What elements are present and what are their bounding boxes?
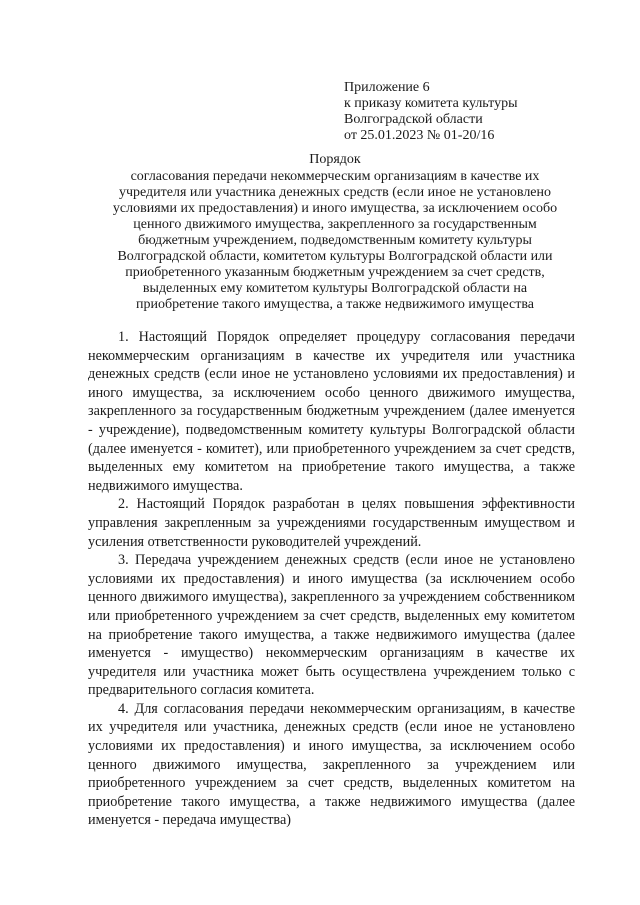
paragraph-1: 1. Настоящий Порядок определяет процедуру согласования передачи некоммерческим организациям в качестве их учредителя или участника денежных средств (если иное не установлено условиями их предоставления) и иного имущества, за исключением особо ценного движимого имущества, закрепленного за государственным бюджетным учреждением (далее именуется - учреждение), подведомственным комитету культуры Волгоградской области (далее именуется - комитет), или приобретенного учреждением за счет средств, выделенных ему комитетом на приобретение такого имущества, а также недвижимого имущества. (88, 329, 575, 494)
title-line: ценного движимого имущества, закрепленного за государственным (133, 217, 537, 232)
appendix-line: от 25.01.2023 № 01-20/16 (344, 128, 495, 143)
title-line: Волгоградской области, комитетом культуры Волгоградской области или (117, 249, 553, 264)
title-line: согласования передачи некоммерческим организациям в качестве их (130, 169, 540, 184)
title-line: приобретенного указанным бюджетным учреждением за счет средств, (125, 265, 545, 280)
document-body (88, 328, 575, 830)
title-line: учредителя или участника денежных средств (если иное не установлено (118, 185, 552, 200)
document-title (70, 152, 600, 313)
title-line: бюджетным учреждением, подведомственным комитету культуры (138, 233, 532, 248)
title-heading: Порядок (309, 152, 361, 167)
paragraph-2: 2. Настоящий Порядок разработан в целях повышения эффективности управления закрепленным за учреждениями государственным имуществом и усиления ответственности руководителей учреждений. (88, 496, 575, 550)
appendix-line: Приложение 6 (344, 80, 430, 95)
appendix-reference (344, 80, 518, 144)
title-line: приобретение такого имущества, а также недвижимого имущества (135, 297, 535, 312)
appendix-line: к приказу комитета культуры (344, 96, 518, 111)
title-line: выделенных ему комитетом культуры Волгоградской области на (142, 281, 528, 296)
appendix-line: Волгоградской области (344, 112, 483, 127)
title-line: условиями их предоставления) и иного имущества, за исключением особо (112, 201, 558, 216)
paragraph-4: 4. Для согласования передачи некоммерческим организациям, в качестве их учредителя или участника, денежных средств (если иное не установлено условиями их предоставления) и иного имущества, за исключением особо ценного движимого имущества, закрепленного за учреждением или приобретенного учреждением за счет средств, выделенных комитетом на приобретение такого имущества, а также недвижимого имущества (далее именуется - передача имущества) (88, 700, 575, 829)
paragraph-3: 3. Передача учреждением денежных средств (если иное не установлено условиями их предоставления) и иного имущества (за исключением особо ценного движимого имущества), закрепленного за учреждением собственником или приобретенного учреждением за счет средств, выделенных ему комитетом на приобретение такого имущества, а также недвижимого имущества (далее именуется - имущество) некоммерческим организациям в качестве их учредителя или участника может быть осуществлена учреждением только с предварительного согласия комитета. (88, 552, 575, 699)
